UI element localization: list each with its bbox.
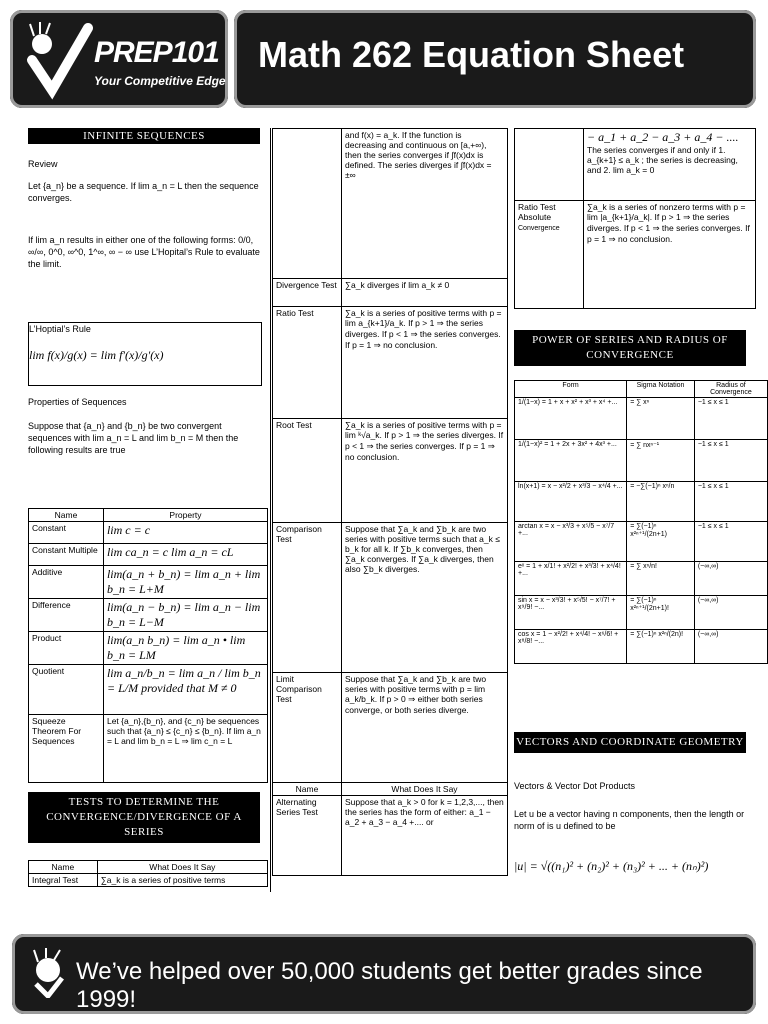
table-row: Root Test ∑a_k is a series of positive terms with p = lim ᵏ√a_k. If p > 1 ⇒ the series diverges. If p < 1 ⇒ the series converges. If p = 1 ⇒ no conclusion. xyxy=(273,419,508,523)
table-row: Constant lim c = c xyxy=(29,522,268,544)
table-row: 1/(1−x)² = 1 + 2x + 3x² + 4x³ +... = ∑ nxⁿ⁻¹ −1 ≤ x ≤ 1 xyxy=(515,440,768,482)
table-row: Limit Comparison Test Suppose that ∑a_k and ∑b_k are two series with positive terms with p = lim a_k/b_k. If p > 0 ⇒ either both series converge, or both series diverge. xyxy=(273,673,508,783)
lhopital-box xyxy=(28,322,262,386)
properties-intro: Suppose that {a_n} and {b_n} be two convergent sequences with lim a_n = L and lim b_n = M then the following results are true xyxy=(28,421,239,455)
table-row: Quotient lim a_n/b_n = lim a_n / lim b_n = L/M provided that M ≠ 0 xyxy=(29,665,268,715)
mascot-icon xyxy=(24,20,94,100)
ratio-absolute-text: ∑a_k is a series of nonzero terms with p = lim |a_{k+1}/a_k|. If p > 1 ⇒ the series diverges. If p < 1 ⇒ the series converges. If p = 1 ⇒ no conclusion. xyxy=(584,201,756,309)
brand-name: PREP101 xyxy=(94,36,219,69)
table-row: ln(x+1) = x − x²/2 + x³/3 − x⁴/4 +... = −∑(−1)ⁿ xⁿ/n −1 ≤ x ≤ 1 xyxy=(515,482,768,522)
sequence-definition: Let {a_n} be a sequence. If lim a_n = L then the sequence converges. xyxy=(28,181,259,203)
section-header-vectors: VECTORS AND COORDINATE GEOMETRY xyxy=(514,732,746,753)
lhopital-label: L’Hoptial’s Rule xyxy=(29,324,91,334)
logo-banner xyxy=(10,10,228,108)
vectors-text: Let u be a vector having n components, then the length or norm of is u defined to be xyxy=(514,809,745,831)
tests-table xyxy=(28,860,268,887)
brand-tagline: Your Competitive Edge xyxy=(94,74,226,88)
ratio-absolute-sub: Convergence xyxy=(518,225,560,232)
header-name: Name xyxy=(29,861,98,874)
column-1 xyxy=(28,128,266,885)
alternating-conditions: The series converges if and only if 1. a_{k+1} ≤ a_k ; the series is decreasing, and 2. lim a_k = 0 xyxy=(587,145,738,175)
alternating-continuation-table xyxy=(514,128,756,309)
table-row: and f(x) = a_k. If the function is decreasing and continuous on [a,+∞), then the series converges if ∫f(x)dx is defined. The series diverges if ∫f(x)dx = ±∞ xyxy=(273,129,508,279)
table-row xyxy=(515,201,756,309)
header-what-does-it-say: What Does It Say xyxy=(97,861,267,874)
column-2 xyxy=(272,128,508,876)
column-divider xyxy=(270,128,271,892)
section-header-tests: TESTS TO DETERMINE THE CONVERGENCE/DIVERGENCE OF A SERIES xyxy=(28,792,260,843)
table-row: eˣ = 1 + x/1! + x²/2! + x³/3! + x⁴/4! +... = ∑ xⁿ/n! (−∞,∞) xyxy=(515,562,768,596)
footer-slogan: We’ve helped over 50,000 students get better grades since 1999! xyxy=(76,958,703,1013)
power-series-table xyxy=(514,380,768,664)
table-row xyxy=(515,129,756,201)
series-tests-table xyxy=(272,128,508,876)
table-row: Constant Multiple lim ca_n = c lim a_n = cL xyxy=(29,544,268,566)
review-label: Review xyxy=(28,159,58,169)
header-radius: Radius of Convergence xyxy=(694,381,767,398)
page-title: Math 262 Equation Sheet xyxy=(258,34,685,75)
properties-title: Properties of Sequences xyxy=(28,397,127,407)
indeterminate-forms: If lim a_n results in either one of the following forms: 0/0, ∞/∞, 0^0, ∞^0, 1^∞, ∞ − ∞ use L’Hopital’s Rule to evaluate the limit. xyxy=(28,235,260,269)
table-row: Difference lim(a_n − b_n) = lim a_n − lim b_n = L−M xyxy=(29,599,268,632)
properties-table xyxy=(28,508,268,783)
table-row: Comparison Test Suppose that ∑a_k and ∑b_k are two series with positive terms such that a_k ≤ b_k for all k. If ∑b_k converges, then ∑a_k converges. If ∑a_k diverges, then also ∑b_k diverges. xyxy=(273,523,508,673)
column-3 xyxy=(514,128,756,873)
table-row: arctan x = x − x³/3 + x⁵/5 − x⁷/7 +... = ∑(−1)ⁿ x²ⁿ⁺¹/(2n+1) −1 ≤ x ≤ 1 xyxy=(515,522,768,562)
table-row: Integral Test ∑a_k is a series of positive terms xyxy=(29,874,268,887)
alternating-form-2: − a_1 + a_2 − a_3 + a_4 − .... xyxy=(587,130,739,144)
header-property: Property xyxy=(103,509,267,522)
section-header-power-series: POWER OF SERIES AND RADIUS OF CONVERGENCE xyxy=(514,330,746,366)
vectors-title: Vectors & Vector Dot Products xyxy=(514,781,636,791)
vector-norm-formula: |u| = √((n₁)² + (n₂)² + (n₃)² + ... + (nₙ)²) xyxy=(514,859,709,873)
header-sigma: Sigma Notation xyxy=(627,381,695,398)
table-row: cos x = 1 − x²/2! + x⁴/4! − x⁶/6! + x⁸/8! −... = ∑(−1)ⁿ x²ⁿ/(2n)! (−∞,∞) xyxy=(515,630,768,664)
table-row: Alternating Series Test Suppose that a_k > 0 for k = 1,2,3,..., then the series has the form of either: a_1 − a_2 + a_3 − a_4 +.... or xyxy=(273,796,508,876)
lhopital-formula: lim f(x)/g(x) = lim f'(x)/g'(x) xyxy=(29,348,164,362)
table-row: 1/(1−x) = 1 + x + x² + x³ + x⁴ +... = ∑ xⁿ −1 ≤ x ≤ 1 xyxy=(515,398,768,440)
ratio-absolute-name: Ratio Test Absolute xyxy=(518,202,556,222)
footer-banner xyxy=(12,934,756,1014)
header-what-does-it-say: What Does It Say xyxy=(342,783,508,796)
title-banner xyxy=(234,10,756,108)
header-name: Name xyxy=(29,509,104,522)
mascot-icon xyxy=(28,948,68,998)
table-row: Divergence Test ∑a_k diverges if lim a_k ≠ 0 xyxy=(273,279,508,307)
section-header-infinite-sequences: INFINITE SEQUENCES xyxy=(28,128,260,144)
table-row: Ratio Test ∑a_k is a series of positive terms with p = lim a_{k+1}/a_k. If p > 1 ⇒ the series diverges. If p < 1 ⇒ the series converges. If p = 1 ⇒ no conclusion. xyxy=(273,307,508,419)
table-row: sin x = x − x³/3! + x⁵/5! − x⁷/7! + x⁹/9! −... = ∑(−1)ⁿ x²ⁿ⁺¹/(2n+1)! (−∞,∞) xyxy=(515,596,768,630)
header-form: Form xyxy=(515,381,627,398)
table-row: Product lim(a_n b_n) = lim a_n • lim b_n = LM xyxy=(29,632,268,665)
table-row: Additive lim(a_n + b_n) = lim a_n + lim b_n = L+M xyxy=(29,566,268,599)
header-name: Name xyxy=(273,783,342,796)
table-row: Squeeze Theorem For Sequences Let {a_n},{b_n}, and {c_n} be sequences such that {a_n} ≤ {c_n} ≤ {b_n}. If lim a_n = L and lim b_n = L ⇒ lim c_n = L xyxy=(29,715,268,783)
